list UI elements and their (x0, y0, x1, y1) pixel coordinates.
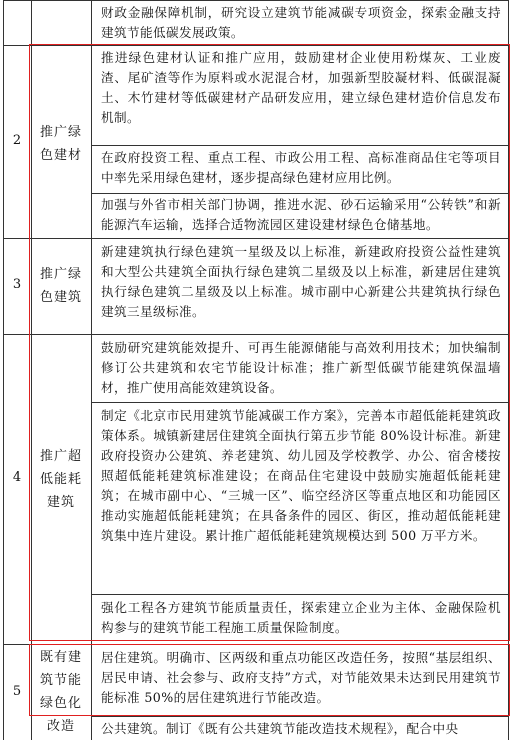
measure-text: 新建建筑执行绿色建筑一星级及以上标准，新建政府投资公益性建筑和大型公共建筑全面执行绿色建筑二星级及以上标准，新建居住建筑执行绿色建筑二星级及以上标准。城市副中心新建公共建筑执行绿色建筑三星级标准。 (101, 244, 501, 319)
row-divider (3, 0, 508, 1)
measure-text: 在政府投资工程、重点工程、市政公用工程、高标准商品住宅等项目中率先采用绿色建材，逐步提高绿色建材应用比例。 (101, 150, 501, 185)
measure-text: 鼓励研究建筑能效提升、可再生能源储能与高效利用技术；加快编制修订公共建筑和农宅节能设计标准；推广新型低碳节能建筑保温墙材，推广使用高能效建筑设备。 (101, 340, 501, 395)
row-number: 5 (12, 684, 22, 699)
measure-text: 推进绿色建材认证和推广应用，鼓励建材企业使用粉煤灰、工业废渣、尾矿渣等作为原料或水泥混合材，加强新型胶凝材料、低碳混凝土、木竹建材等低碳建材产品研发应用，建立绿色建材造价信息发布机制。 (101, 50, 501, 125)
column-divider (3, 0, 4, 740)
row-number: 3 (12, 277, 22, 292)
measure-text: 财政金融保障机制，研究设立建筑节能减碳专项资金，探索金融支持建筑节能低碳发展政策。 (101, 5, 501, 40)
row-category: 既有建筑节能绿色化改造 (39, 650, 82, 734)
row-category: 推广超低能耗建筑 (39, 449, 82, 510)
measure-text: 强化工程各方建筑节能质量责任，探索建立企业为主体、金融保险机构参与的建筑节能工程施工质量保险制度。 (101, 600, 501, 635)
row-divider (91, 716, 508, 717)
measure-text: 加强与外省市相关部门协调，推进水泥、砂石运输采用“公转铁”和新能源汽车运输，选择合适物流园区建设建材绿色仓储基地。 (101, 197, 501, 232)
row-category: 推广绿色建筑 (39, 267, 82, 305)
row-category: 推广绿色建材 (39, 125, 82, 163)
measure-text: 制定《北京市民用建筑节能减碳工作方案》，完善本市超低能耗建筑政策体系。城镇新建居住建筑全面执行第五步节能 80%设计标准。新建政府投资办公建筑、养老建筑、幼儿园及学校教学、办公、宿舍楼按照超低能耗建筑标准建设；在商品住宅建设中鼓励实施超低能耗建筑；在城市副中心、“三城一区”、临空经济区等重点地区和功能园区推动实施超低能耗建筑；在具备条件的园区、街区，推动超低能耗建筑集中连片建设。累计推广超低能耗建筑规模达到 500 万平方米。 (101, 408, 501, 543)
row-number: 4 (12, 470, 22, 485)
measure-text: 公共建筑。制订《既有公共建筑节能改造技术规程》，配合中央 (101, 721, 459, 736)
row-number: 2 (12, 133, 22, 148)
measure-text: 居住建筑。明确市、区两级和重点功能区改造任务，按照“基层组织、居民申请、社会参与、政府支持”方式，对节能效果未达到民用建筑节能标准 50%的居住建筑进行节能改造。 (101, 650, 501, 705)
